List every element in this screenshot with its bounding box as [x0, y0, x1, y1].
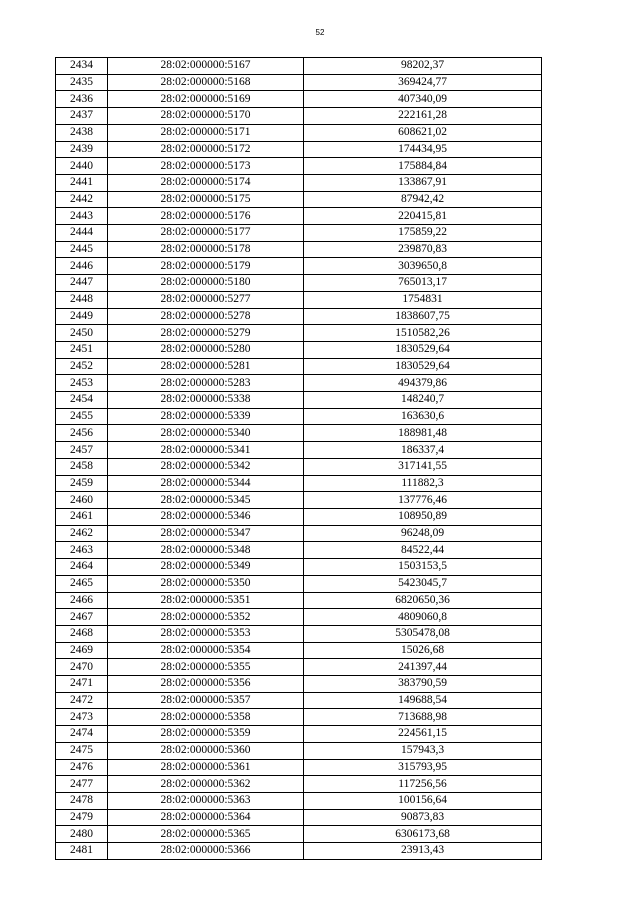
cadastral-number-cell: 28:02:000000:5342	[108, 458, 304, 475]
table-row	[56, 191, 542, 208]
row-number-cell: 2451	[56, 341, 108, 358]
value-cell: 108950,89	[304, 508, 542, 525]
cadastral-number-cell: 28:02:000000:5177	[108, 225, 304, 242]
value-cell: 111882,3	[304, 475, 542, 492]
row-number-cell: 2463	[56, 542, 108, 559]
cadastral-number-cell: 28:02:000000:5170	[108, 108, 304, 125]
row-number-cell: 2481	[56, 843, 108, 860]
value-cell: 713688,98	[304, 709, 542, 726]
row-number-cell: 2457	[56, 442, 108, 459]
value-cell: 3039650,8	[304, 258, 542, 275]
table-row	[56, 225, 542, 242]
cadastral-number-cell: 28:02:000000:5180	[108, 275, 304, 292]
value-cell: 765013,17	[304, 275, 542, 292]
row-number-cell: 2460	[56, 492, 108, 509]
table-row	[56, 843, 542, 860]
table-row	[56, 542, 542, 559]
value-cell: 222161,28	[304, 108, 542, 125]
value-cell: 241397,44	[304, 659, 542, 676]
row-number-cell: 2476	[56, 759, 108, 776]
row-number-cell: 2459	[56, 475, 108, 492]
value-cell: 4809060,8	[304, 609, 542, 626]
row-number-cell: 2446	[56, 258, 108, 275]
table-row	[56, 341, 542, 358]
table-row	[56, 792, 542, 809]
row-number-cell: 2454	[56, 392, 108, 409]
row-number-cell: 2467	[56, 609, 108, 626]
table-row	[56, 308, 542, 325]
cadastral-number-cell: 28:02:000000:5361	[108, 759, 304, 776]
table-row	[56, 492, 542, 509]
table-row	[56, 58, 542, 75]
cadastral-number-cell: 28:02:000000:5355	[108, 659, 304, 676]
cadastral-number-cell: 28:02:000000:5280	[108, 341, 304, 358]
row-number-cell: 2438	[56, 124, 108, 141]
value-cell: 15026,68	[304, 642, 542, 659]
cadastral-number-cell: 28:02:000000:5348	[108, 542, 304, 559]
table-row	[56, 375, 542, 392]
table-row	[56, 291, 542, 308]
row-number-cell: 2474	[56, 726, 108, 743]
row-number-cell: 2466	[56, 592, 108, 609]
value-cell: 224561,15	[304, 726, 542, 743]
value-cell: 494379,86	[304, 375, 542, 392]
row-number-cell: 2477	[56, 776, 108, 793]
cadastral-number-cell: 28:02:000000:5349	[108, 559, 304, 576]
table-row	[56, 275, 542, 292]
cadastral-number-cell: 28:02:000000:5347	[108, 525, 304, 542]
table-body	[56, 58, 542, 860]
cadastral-number-cell: 28:02:000000:5169	[108, 91, 304, 108]
table-row	[56, 325, 542, 342]
cadastral-value-table	[55, 57, 542, 860]
table-row	[56, 826, 542, 843]
cadastral-number-cell: 28:02:000000:5364	[108, 809, 304, 826]
table-row	[56, 358, 542, 375]
row-number-cell: 2440	[56, 158, 108, 175]
table-row	[56, 726, 542, 743]
cadastral-number-cell: 28:02:000000:5363	[108, 792, 304, 809]
row-number-cell: 2439	[56, 141, 108, 158]
table-row	[56, 809, 542, 826]
row-number-cell: 2461	[56, 508, 108, 525]
value-cell: 317141,55	[304, 458, 542, 475]
cadastral-number-cell: 28:02:000000:5366	[108, 843, 304, 860]
table-row	[56, 709, 542, 726]
table-row	[56, 508, 542, 525]
row-number-cell: 2435	[56, 74, 108, 91]
value-cell: 369424,77	[304, 74, 542, 91]
row-number-cell: 2448	[56, 291, 108, 308]
cadastral-number-cell: 28:02:000000:5277	[108, 291, 304, 308]
row-number-cell: 2453	[56, 375, 108, 392]
value-cell: 148240,7	[304, 392, 542, 409]
cadastral-number-cell: 28:02:000000:5351	[108, 592, 304, 609]
cadastral-number-cell: 28:02:000000:5346	[108, 508, 304, 525]
cadastral-number-cell: 28:02:000000:5356	[108, 676, 304, 693]
cadastral-number-cell: 28:02:000000:5353	[108, 625, 304, 642]
row-number-cell: 2445	[56, 241, 108, 258]
row-number-cell: 2444	[56, 225, 108, 242]
table-row	[56, 759, 542, 776]
value-cell: 1838607,75	[304, 308, 542, 325]
value-cell: 6820650,36	[304, 592, 542, 609]
cadastral-number-cell: 28:02:000000:5365	[108, 826, 304, 843]
table-row	[56, 458, 542, 475]
value-cell: 1830529,64	[304, 358, 542, 375]
table-row	[56, 625, 542, 642]
value-cell: 23913,43	[304, 843, 542, 860]
value-cell: 1510582,26	[304, 325, 542, 342]
row-number-cell: 2473	[56, 709, 108, 726]
table-row	[56, 642, 542, 659]
value-cell: 157943,3	[304, 742, 542, 759]
value-cell: 133867,91	[304, 174, 542, 191]
cadastral-number-cell: 28:02:000000:5172	[108, 141, 304, 158]
value-cell: 1754831	[304, 291, 542, 308]
row-number-cell: 2475	[56, 742, 108, 759]
cadastral-number-cell: 28:02:000000:5167	[108, 58, 304, 75]
cadastral-number-cell: 28:02:000000:5360	[108, 742, 304, 759]
table-row	[56, 659, 542, 676]
cadastral-number-cell: 28:02:000000:5168	[108, 74, 304, 91]
value-cell: 175859,22	[304, 225, 542, 242]
table-row	[56, 258, 542, 275]
value-cell: 1503153,5	[304, 559, 542, 576]
row-number-cell: 2478	[56, 792, 108, 809]
cadastral-number-cell: 28:02:000000:5279	[108, 325, 304, 342]
value-cell: 96248,09	[304, 525, 542, 542]
table-row	[56, 425, 542, 442]
row-number-cell: 2469	[56, 642, 108, 659]
table-row	[56, 742, 542, 759]
cadastral-number-cell: 28:02:000000:5283	[108, 375, 304, 392]
row-number-cell: 2434	[56, 58, 108, 75]
cadastral-number-cell: 28:02:000000:5339	[108, 408, 304, 425]
row-number-cell: 2450	[56, 325, 108, 342]
value-cell: 186337,4	[304, 442, 542, 459]
value-cell: 5305478,08	[304, 625, 542, 642]
row-number-cell: 2441	[56, 174, 108, 191]
value-cell: 84522,44	[304, 542, 542, 559]
row-number-cell: 2449	[56, 308, 108, 325]
cadastral-number-cell: 28:02:000000:5175	[108, 191, 304, 208]
cadastral-number-cell: 28:02:000000:5352	[108, 609, 304, 626]
table-row	[56, 575, 542, 592]
value-cell: 163630,6	[304, 408, 542, 425]
cadastral-number-cell: 28:02:000000:5171	[108, 124, 304, 141]
row-number-cell: 2452	[56, 358, 108, 375]
table-row	[56, 592, 542, 609]
row-number-cell: 2442	[56, 191, 108, 208]
table-row	[56, 776, 542, 793]
row-number-cell: 2447	[56, 275, 108, 292]
value-cell: 175884,84	[304, 158, 542, 175]
row-number-cell: 2458	[56, 458, 108, 475]
value-cell: 315793,95	[304, 759, 542, 776]
cadastral-number-cell: 28:02:000000:5344	[108, 475, 304, 492]
cadastral-number-cell: 28:02:000000:5358	[108, 709, 304, 726]
row-number-cell: 2480	[56, 826, 108, 843]
value-cell: 220415,81	[304, 208, 542, 225]
cadastral-number-cell: 28:02:000000:5338	[108, 392, 304, 409]
table-row	[56, 208, 542, 225]
table-row	[56, 74, 542, 91]
row-number-cell: 2465	[56, 575, 108, 592]
row-number-cell: 2471	[56, 676, 108, 693]
table-row	[56, 408, 542, 425]
cadastral-number-cell: 28:02:000000:5357	[108, 692, 304, 709]
cadastral-number-cell: 28:02:000000:5341	[108, 442, 304, 459]
table-row	[56, 392, 542, 409]
table-row	[56, 442, 542, 459]
table-row	[56, 692, 542, 709]
value-cell: 188981,48	[304, 425, 542, 442]
row-number-cell: 2479	[56, 809, 108, 826]
value-cell: 137776,46	[304, 492, 542, 509]
cadastral-number-cell: 28:02:000000:5178	[108, 241, 304, 258]
table-row	[56, 174, 542, 191]
row-number-cell: 2456	[56, 425, 108, 442]
row-number-cell: 2472	[56, 692, 108, 709]
value-cell: 90873,83	[304, 809, 542, 826]
value-cell: 407340,09	[304, 91, 542, 108]
row-number-cell: 2436	[56, 91, 108, 108]
table-row	[56, 559, 542, 576]
cadastral-number-cell: 28:02:000000:5362	[108, 776, 304, 793]
value-cell: 239870,83	[304, 241, 542, 258]
cadastral-number-cell: 28:02:000000:5345	[108, 492, 304, 509]
value-cell: 5423045,7	[304, 575, 542, 592]
table-row	[56, 91, 542, 108]
value-cell: 1830529,64	[304, 341, 542, 358]
table-row	[56, 241, 542, 258]
row-number-cell: 2455	[56, 408, 108, 425]
row-number-cell: 2464	[56, 559, 108, 576]
cadastral-number-cell: 28:02:000000:5278	[108, 308, 304, 325]
cadastral-number-cell: 28:02:000000:5176	[108, 208, 304, 225]
value-cell: 87942,42	[304, 191, 542, 208]
table-row	[56, 108, 542, 125]
cadastral-number-cell: 28:02:000000:5179	[108, 258, 304, 275]
cadastral-number-cell: 28:02:000000:5173	[108, 158, 304, 175]
cadastral-number-cell: 28:02:000000:5281	[108, 358, 304, 375]
table-row	[56, 141, 542, 158]
value-cell: 383790,59	[304, 676, 542, 693]
cadastral-number-cell: 28:02:000000:5350	[108, 575, 304, 592]
row-number-cell: 2443	[56, 208, 108, 225]
cadastral-number-cell: 28:02:000000:5354	[108, 642, 304, 659]
cadastral-number-cell: 28:02:000000:5174	[108, 174, 304, 191]
row-number-cell: 2462	[56, 525, 108, 542]
table-row	[56, 158, 542, 175]
value-cell: 117256,56	[304, 776, 542, 793]
row-number-cell: 2470	[56, 659, 108, 676]
cadastral-number-cell: 28:02:000000:5340	[108, 425, 304, 442]
table-row	[56, 676, 542, 693]
table-row	[56, 475, 542, 492]
value-cell: 174434,95	[304, 141, 542, 158]
row-number-cell: 2468	[56, 625, 108, 642]
table-row	[56, 525, 542, 542]
value-cell: 98202,37	[304, 58, 542, 75]
table-row	[56, 609, 542, 626]
value-cell: 100156,64	[304, 792, 542, 809]
value-cell: 6306173,68	[304, 826, 542, 843]
row-number-cell: 2437	[56, 108, 108, 125]
value-cell: 608621,02	[304, 124, 542, 141]
page-number: 52	[315, 28, 325, 37]
cadastral-number-cell: 28:02:000000:5359	[108, 726, 304, 743]
table-row	[56, 124, 542, 141]
value-cell: 149688,54	[304, 692, 542, 709]
